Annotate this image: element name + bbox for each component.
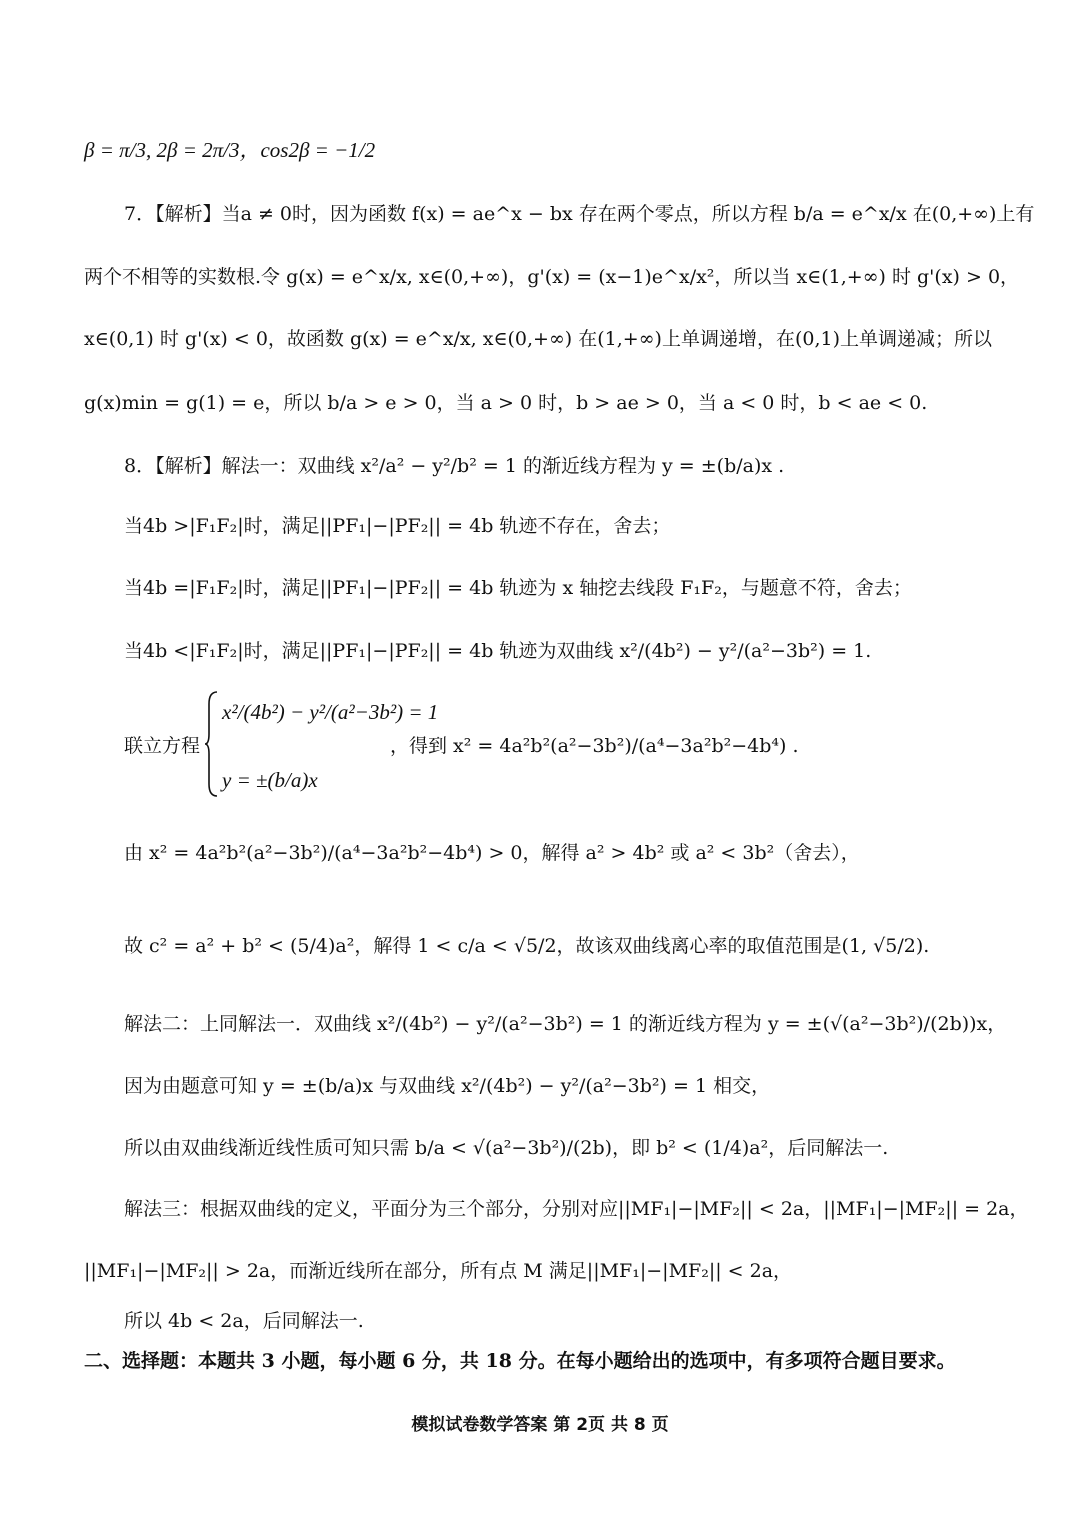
q7-analysis-line-3: x∈(0,1) 时 g'(x) < 0，故函数 g(x) = e^x/x, x∈(0,+∞) 在(1,+∞)上单调递增，在(0,1)上单调递减；所以 [84, 328, 992, 350]
q8-case-equal: 当4b =|F₁F₂|时，满足||PF₁|−|PF₂|| = 4b 轨迹为 x 轴挖去线段 F₁F₂，与题意不符，舍去； [124, 577, 912, 599]
q8-method1-intro: 8．【解析】解法一：双曲线 x²/a² − y²/b² = 1 的渐近线方程为 y = ±(b/a)x . [124, 455, 785, 477]
system-equation-2: y = ±(b/a)x [222, 768, 318, 792]
section-heading-multiple-choice: 二、选择题：本题共 3 小题，每小题 6 分，共 18 分。在每小题给出的选项中，有多项符合题目要求。 [84, 1350, 956, 1372]
q8-method2-line-3: 所以由双曲线渐近线性质可知只需 b/a < √(a²−3b²)/(2b)，即 b² < (1/4)a²，后同解法一. [124, 1137, 889, 1159]
q8-method3-line-1: 解法三：根据双曲线的定义，平面分为三个部分，分别对应||MF₁|−|MF₂|| < 2a，||MF₁|−|MF₂|| = 2a， [124, 1198, 1029, 1220]
beta-values-line: β = π/3, 2β = 2π/3，cos2β = −1/2 [84, 138, 376, 162]
q8-eccentricity-range: 故 c² = a² + b² < (5/4)a²，解得 1 < c/a < √5/2，故该双曲线离心率的取值范围是(1, √5/2). [124, 935, 930, 957]
q8-method3-line-3: 所以 4b < 2a，后同解法一. [124, 1310, 364, 1332]
system-equation-1: x²/(4b²) − y²/(a²−3b²) = 1 [222, 700, 439, 724]
q8-method2-line-1: 解法二：上同解法一．双曲线 x²/(4b²) − y²/(a²−3b²) = 1 的渐近线方程为 y = ±(√(a²−3b²)/(2b))x， [124, 1013, 1007, 1035]
q8-case-less: 当4b <|F₁F₂|时，满足||PF₁|−|PF₂|| = 4b 轨迹为双曲线 x²/(4b²) − y²/(a²−3b²) = 1. [124, 640, 872, 662]
page-footer: 模拟试卷数学答案 第 2页 共 8 页 [411, 1415, 669, 1435]
q8-method2-line-2: 因为由题意可知 y = ±(b/a)x 与双曲线 x²/(4b²) − y²/(a²−3b²) = 1 相交， [124, 1075, 771, 1097]
q7-analysis-line-1: 7．【解析】当a ≠ 0时，因为函数 f(x) = ae^x − bx 存在两个零点，所以方程 b/a = e^x/x 在(0,+∞)上有 [124, 203, 1035, 225]
system-solution-line: 联立方程 ，得到 x² = 4a²b²(a²−3b²)/(a⁴−3a²b²−4b⁴) . [124, 735, 799, 757]
q8-method3-line-2: ||MF₁|−|MF₂|| > 2a，而渐近线所在部分，所有点 M 满足||MF₁|−|MF₂|| < 2a， [84, 1260, 793, 1282]
q7-analysis-line-4: g(x)min = g(1) = e，所以 b/a > e > 0，当 a > 0 时，b > ae > 0，当 a < 0 时，b < ae < 0. [84, 392, 928, 414]
q8-solve-inequality: 由 x² = 4a²b²(a²−3b²)/(a⁴−3a²b²−4b⁴) > 0，解得 a² > 4b² 或 a² < 3b²（舍去）， [124, 842, 860, 864]
q8-case-greater: 当4b >|F₁F₂|时，满足||PF₁|−|PF₂|| = 4b 轨迹不存在，舍去； [124, 515, 671, 537]
q7-analysis-line-2: 两个不相等的实数根.令 g(x) = e^x/x, x∈(0,+∞)，g'(x) = (x−1)e^x/x²，所以当 x∈(1,+∞) 时 g'(x) > 0， [84, 266, 1020, 288]
